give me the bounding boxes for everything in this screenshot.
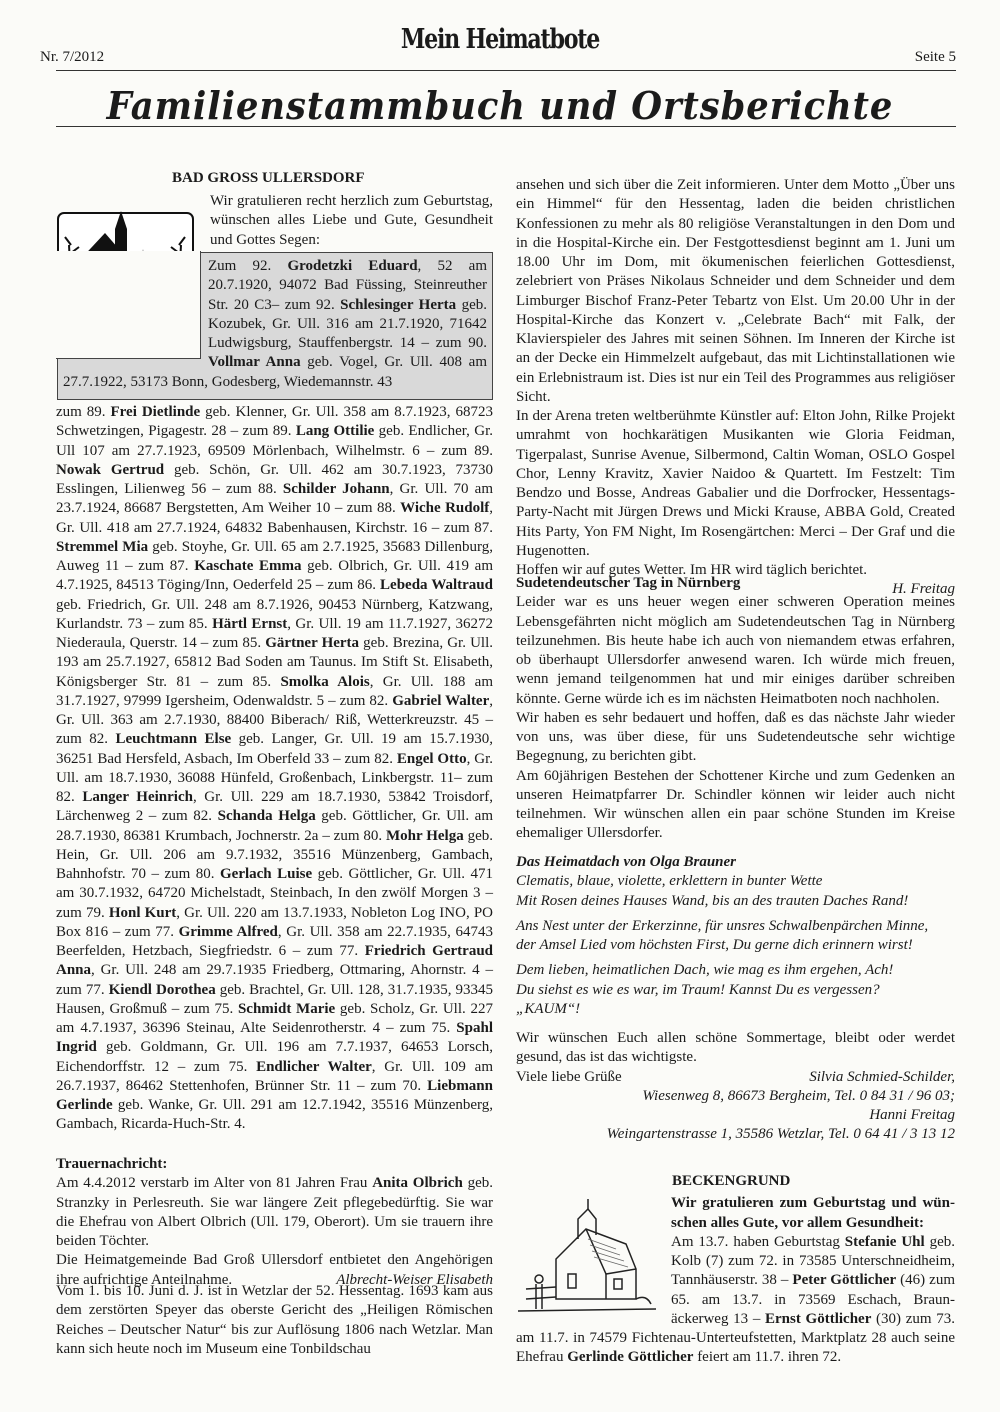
sudeten-paragraph-3: Am 60jährigen Bestehen der Schottener Kirche und zum Gedenken an unseren Heimatpfarrer Dr. Schindler können wir leider auch nicht teilnehmen. Wir wünschen allen ein paar schöne Stunden im Kreise ehemaliger Ullersdorfer.: [516, 767, 955, 842]
highlighted-name: Liebmann Gerlinde: [56, 1077, 493, 1113]
chapel-sketch-icon: [516, 1199, 661, 1319]
obituary: [56, 1155, 493, 1290]
sudeten-paragraph-2: Wir haben es sehr bedauert und hoffen, daß es das nächste Jahr wieder von uns, was über diese, für uns Sudetendeutsche sehr wichtige Begegnung, zu berichten gibt.: [516, 709, 955, 765]
summer-wish: Wir wünschen Euch allen schöne Sommertage, bleibt oder werdet gesund, das ist das wichtigste.: [516, 1030, 955, 1066]
text-run: geb. Brezina, Gr. Ull. 193 am 25.7.1927, 65812 Bad Soden am Taunus. Im Stift St. Elisabeth, Königsberger Str. 81 – zum 85.: [56, 635, 494, 690]
highlighted-name: Anita Olbrich: [372, 1175, 463, 1192]
page-number: Seite 5: [914, 49, 956, 65]
weather-paragraph: Hoffen wir auf gutes Wetter. Im HR wird täglich berichtet.: [516, 562, 868, 578]
text-run: geb. Endlicher, Gr. Ull 107 am 27.7.1923, 69509 Mörlenbach, Wilhelmstr. 6 – zum 89.: [56, 423, 493, 459]
highlighted-name: Kaschate Emma: [194, 558, 302, 574]
greeting: Viele liebe Grüße: [516, 1068, 622, 1085]
text-run: , Gr. Ull. 188 am 31.7.1927, 97999 Igersheim, Odenwaldstr. 5 – zum 82.: [56, 673, 494, 709]
text-run: geb. Schön, Gr. Ull. 462 am 30.7.1923, 73730 Esslingen, Lilienweg 56 – zum 88.: [56, 461, 493, 497]
text-run: geb. Klenner, Gr. Ull. 358 am 8.7.1923, 68723 Schwetzingen, Pigagestr. 28 – zum 89.: [56, 404, 493, 440]
highlighted-name: Smolka Alois: [280, 673, 370, 690]
text-run: Am 4.4.2012 verstarb im Alter von 81 Jahren Frau: [56, 1175, 373, 1192]
title-divider: [56, 126, 956, 127]
beckengrund-section: [516, 1172, 955, 1368]
text-run: geb. Stoyhe, Gr. Ull. 65 am 2.7.1925, 35683 Dillenburg, Auweg 11 – zum 87.: [56, 538, 493, 574]
highlighted-name: Gabriel Walter: [392, 692, 490, 709]
text-run: Am 13.7. haben Geburtstag: [671, 1233, 845, 1250]
poem-line: Mit Rosen deines Hauses Wand, bis an des trauten Daches Rand!: [516, 892, 909, 909]
signature-name-1: Silvia Schmied-Schilder,: [809, 1068, 955, 1085]
text-run: (46) zum 65. am 13.7. in 73569 Eschach, Braunäckerweg 13 –: [671, 1272, 955, 1327]
highlighted-name: Stremmel Mia: [56, 538, 149, 555]
text-run: , Gr. Ull. 220 am 13.7.1933, Nobleton Log INO, PO Box 816 – zum 77.: [56, 904, 493, 940]
text-run: geb. Goldmann, Gr. Ull. 196 am 7.7.1937, 64653 Lorsch, Eichendorffstr. 12 – zum 75.: [56, 1039, 493, 1075]
highlighted-name: Nowak Gertrud: [56, 461, 165, 478]
text-run: , Gr. Ull. 19 am 11.7.1927, 36272 Niederaula, Querstr. 14 – zum 85.: [56, 615, 494, 651]
highlighted-name: Stefanie Uhl: [844, 1233, 925, 1250]
highlighted-name: Langer Heinrich: [82, 789, 193, 805]
poem-line: Clematis, blaue, violette, erklettern in bunter Wette: [516, 873, 823, 890]
text-run: geb. Scholz, Gr. Ull. 227 am 4.7.1937, 36396 Steinau, Alte Seidenrotherstr. 4 – zum 75.: [56, 1000, 493, 1036]
highlighted-name: Honl Kurt: [108, 904, 177, 921]
signature-address-1: Wiesenweg 8, 86673 Bergheim, Tel. 0 84 31 / 96 03;: [642, 1087, 955, 1104]
highlighted-name: Engel Otto: [396, 750, 467, 767]
text-run: geb. Wanke, Gr. Ull. 291 am 12.7.1942, 35516 Münzenberg, Gambach, Ricarda-Huch-Str. 4.: [56, 1097, 493, 1133]
text-run: geb. Kolb (7) zum 72. in 73585 Unterschneidheim, Tannhäuserstr. 38 –: [671, 1233, 955, 1289]
poem-stanza: [516, 872, 955, 911]
obituary-closing: Die Heimatgemeinde Bad Groß Ullersdorf entbietet den Angehörigen ihre aufrichtige Anteilnahme. Albrecht-Weiser Elisabeth: [56, 1251, 493, 1290]
arena-paragraph: In der Arena treten weltberühmte Künstler auf: Elton John, Rilke Projekt umrahmt von hochkarätigen Musikanten wie Gloria Feidman, Tigerpalast, Sunrise Avenue, Silbermond, Caltin Woman, OSLO Gospel Chor, Lenny Kravitz, Xavier Naidoo & Quartett. Im Festzelt: Tim Bendzo und Bosse, Andreas Gabalier und die Dorfrocker, Hessentags-Party-Nacht mit Jürgen Drews und Micki Krause, ABBA Gold, Created Hits Party, Yon FM Night, Im Rosengärtchen: Merci – Der Graf und die Hugenotten.: [516, 408, 955, 559]
highlighted-name: Mohr Helga: [385, 827, 464, 844]
birthday-highlight-box: [57, 252, 493, 400]
highlighted-name: Gärtner Herta: [265, 635, 360, 651]
text-run: , Gr. Ull. 363 am 2.7.1930, 88400 Biberach/ Riß, Wetterkreuzstr. 45 – zum 82.: [56, 692, 494, 748]
section-heading-bad-gross-ullersdorf: BAD GROSS ULLERSDORF: [172, 170, 365, 186]
text-run: , Gr. Ull. 248 am 29.7.1935 Friedberg, Ottmaring, Ahornstr. 4 – zum 77.: [56, 962, 493, 998]
highlighted-name: Schanda Helga: [217, 808, 316, 825]
poem-line: Du siehst es wie es war, im Traum! Kannst Du es vergessen?: [516, 981, 880, 998]
beckengrund-heading: BECKENGRUND: [672, 1173, 791, 1189]
highlighted-name: Friedrich Gertraud Anna: [56, 943, 494, 979]
poem-stanza: [516, 917, 955, 956]
text-run: (30) zum 73. am 11.7. in 74579 Fichtenau-Unterteufstetten, Marktplatz 28 auch seine Ehefrau: [516, 1310, 955, 1366]
highlighted-name: Schlesinger Herta: [340, 296, 457, 313]
highlighted-name: Härtl Ernst: [212, 615, 288, 632]
highlighted-name: Vollmar Anna: [208, 354, 301, 371]
highlighted-name: Grodetzki Eduard: [287, 258, 418, 274]
poem-section: [516, 853, 955, 1145]
text-run: , Gr. Ull. 109 am 26.7.1937, 86462 Stettenhofen, Brünner Str. 11 – zum 70.: [56, 1058, 493, 1094]
highlighted-name: Gerlach Luise: [220, 866, 313, 882]
text-run: geb. Göttlicher, Gr. Ull. am 28.7.1930, 86381 Krumbach, Jochnerstr. 2a – zum 80.: [56, 808, 493, 844]
text-run: geb. Stranzky in Perlesreuth. Sie war längere Zeit pflegebedürftig. Sie war die Ehefrau von Albert Olbrich (Ull. 179, Oberort). Um sie trauern ihre beiden Töchter.: [56, 1175, 493, 1249]
poem-line: Dem lieben, heimatlichen Dach, wie mag es ihm ergehen, Ach!: [516, 962, 894, 979]
highlighted-name: Endlicher Walter: [256, 1058, 372, 1075]
text-run: zum 89.: [56, 404, 111, 420]
poem-stanza: [516, 961, 955, 1019]
highlighted-name: Grimme Alfred: [178, 923, 278, 940]
highlighted-name: Peter Göttlicher: [792, 1272, 897, 1289]
text-run: feiert am 11.7. ihren 72.: [693, 1349, 842, 1366]
highlighted-name: Spahl Ingrid: [56, 1020, 493, 1056]
text-run: geb. Friedrich, Gr. Ull. 248 am 8.7.1926, 90453 Nürnberg, Katzwang, Kurlandstr. 73 – zum 85.: [56, 596, 493, 632]
poem-line: Ans Nest unter der Erkerzinne, für unsres Schwalbenpärchen Minne,: [516, 917, 929, 934]
highlighted-name: Lang Ottilie: [295, 423, 375, 440]
obituary-heading: Trauernachricht:: [56, 1156, 168, 1172]
highlighted-name: Schmidt Marie: [237, 1000, 336, 1017]
text-run: , Gr. Ull. 229 am 18.7.1930, 53842 Troisdorf, Lärchenweg 2 – zum 82.: [56, 789, 493, 825]
text-run: , Gr. Ull. 70 am 23.7.1924, 86687 Bergstetten, Am Weiher 10 – zum 88.: [56, 481, 493, 517]
page-title: Familienstammbuch und Ortsberichte: [106, 83, 894, 128]
signature-name-2: Hanni Freitag: [869, 1107, 955, 1123]
text-run: geb. Brachtel, Gr. Ull. 128, 31.7.1935, 93345 Hausen, Großmuß – zum 75.: [56, 981, 494, 1017]
box-notch: [56, 251, 201, 359]
issue-number: Nr. 7/2012: [40, 49, 105, 65]
obituary-body: [56, 1174, 493, 1251]
text-run: Zum 92.: [208, 258, 288, 274]
text-run: , Gr. Ull. 418 am 27.7.1924, 64832 Babenhausen, Kirchstr. 16 – zum 87.: [56, 500, 493, 536]
text-run: , Gr. Ull. am 18.7.1930, 36088 Hünfeld, Großenbach, Linkbergstr. 11– zum 82.: [56, 750, 493, 805]
sudeten-heading: Sudetendeutscher Tag in Nürnberg: [516, 575, 741, 591]
text-run: geb. Hein, Gr. Ull. 206 am 9.7.1932, 35516 Münzenberg, Gambach, Bahnhofstr. 70 – zum 80.: [56, 827, 493, 882]
highlighted-name: Ernst Göttlicher: [765, 1310, 872, 1327]
sudetendeutscher-tag-article: [516, 574, 955, 844]
poem-line: der Amsel Lied vom höchsten First, Du gerne dich erinnern wirst!: [516, 937, 913, 953]
text-run: geb. Vogel, Gr. Ull. 408 am 27.7.1922, 53173 Bonn, Godesberg, Wiedemannstr. 43: [63, 354, 487, 390]
hessentag-paragraph: ansehen und sich über die Zeit informieren. Unter dem Motto „Über uns ein Himmel“ für den Hessentag, laden die beiden christlichen Konfessionen zu mehr als 80 religiöse Veranstaltungen in den Dom und in die Hospital-Kirche ein. Der Festgottesdienst beginnt am 1. Juni um 18.00 Uhr im Dom, mit ökumenischen feierlichen Gottesdienst, zelebriert von Präses Nikolaus Schneider und dem Schneider und dem Limburger Bischof Franz-Peter Tebartz von Elst. Um 20.00 Uhr in der Hospital-Kirche das Konzert v. „Celebrate Bach“ mit Falk, der Klavierspieler des Jahres mit seinen Söhnen. Im Inneren der Kirche ist an der Decke ein Himmelzelt aufgebaut, das mit Lichtinstallationen wie ein Erlebnistraum ist. Dies ist nur ein Teil des Programmes aus religiöser Sicht.: [516, 177, 955, 405]
text-run: geb. Langer, Gr. Ull. 19 am 15.7.1930, 36251 Bad Hersfeld, Asbach, Im Oberfeld 33 – zum 82.: [56, 731, 493, 767]
highlighted-name: Kiendl Dorothea: [108, 981, 216, 998]
hessentag-article-continued: [516, 176, 955, 600]
beckengrund-intro: Wir gratulieren zum Geburtstag und wünschen alles Gute, vor allem Gesundheit:: [671, 1195, 955, 1231]
text-run: geb. Olbrich, Gr. Ull. 419 am 4.7.1925, 84513 Töging/Inn, Oederfeld 25 – zum 86.: [56, 558, 493, 594]
highlighted-name: Leuchtmann Else: [115, 731, 232, 748]
highlighted-name: Gerlinde Göttlicher: [567, 1349, 694, 1366]
birthday-intro: Wir gratulieren recht herzlich zum Geburtstag, wünschen alles Liebe und Gute, Gesundheit und Gottes Segen:: [210, 193, 493, 248]
greeting-line: [516, 1068, 955, 1087]
poem-line: „KAUM“!: [516, 1000, 581, 1017]
signature-address-2: Weingartenstrasse 1, 35586 Wetzlar, Tel. 0 64 41 / 3 13 12: [606, 1126, 955, 1143]
text-run: , Gr. Ull. 358 am 22.7.1935, 64743 Beerfelden, Hetzbach, Siegfriedstr. 6 – zum 77.: [56, 923, 493, 959]
header-divider: [56, 70, 956, 71]
highlighted-name: Frei Dietlinde: [110, 404, 201, 420]
hessentag-author: H. Freitag: [892, 581, 955, 598]
hessentag-article-start: Vom 1. bis 10. Juni d. J. ist in Wetzlar der 52. Hessentag. 1693 kam aus dem zerstörten Speyer das oberste Gericht des „Heiligen Römischen Reiches – Deutscher Natur“ bis zur Auflösung 1806 nach Wetzlar. Man kann sich heute noch im Museum eine Tonbildschau: [56, 1283, 493, 1357]
text-run: geb. Göttlicher, Gr. Ull. 471 am 30.7.1932, 64720 Michelstadt, Steinbach, In den zwölf Morgen 3 – zum 79.: [56, 866, 494, 921]
text-run: , 52 am 20.7.1920, 94072 Bad Füssing, Steinreuther Str. 20 C3– zum 92.: [208, 258, 487, 313]
text-run: geb. Kozubek, Gr. Ull. 316 am 21.7.1920, 71642 Ludwigsburg, Stauffenbergstr. 14 – zum 90.: [208, 296, 487, 351]
sudeten-paragraph-1: Leider war es uns heuer wegen einer schweren Operation meines Lebensgefährten nicht möglich am Sudetendeutschen Tag in Nürnberg teilzunehmen. Bis heute habe ich auch von niemandem etwas erfahren, ob überhaupt Ullersdorfer anwesend waren. Ich würde mich freuen, wenn jemand teilgenommen hat und mir einiges darüber schreiben könnte. Gerne würde ich es im nächsten Heimatboten noch nachholen.: [516, 594, 955, 707]
highlighted-name: Lebeda Waltraud: [380, 577, 493, 594]
newspaper-logo: Mein Heimatbote: [400, 24, 600, 55]
poem-heading: Das Heimatdach von Olga Brauner: [516, 854, 737, 870]
highlighted-name: Wiche Rudolf: [400, 500, 490, 517]
obituary-author: Albrecht-Weiser Elisabeth: [336, 1271, 493, 1288]
highlighted-name: Schilder Johann: [282, 481, 390, 497]
birthday-list: [56, 403, 493, 1135]
